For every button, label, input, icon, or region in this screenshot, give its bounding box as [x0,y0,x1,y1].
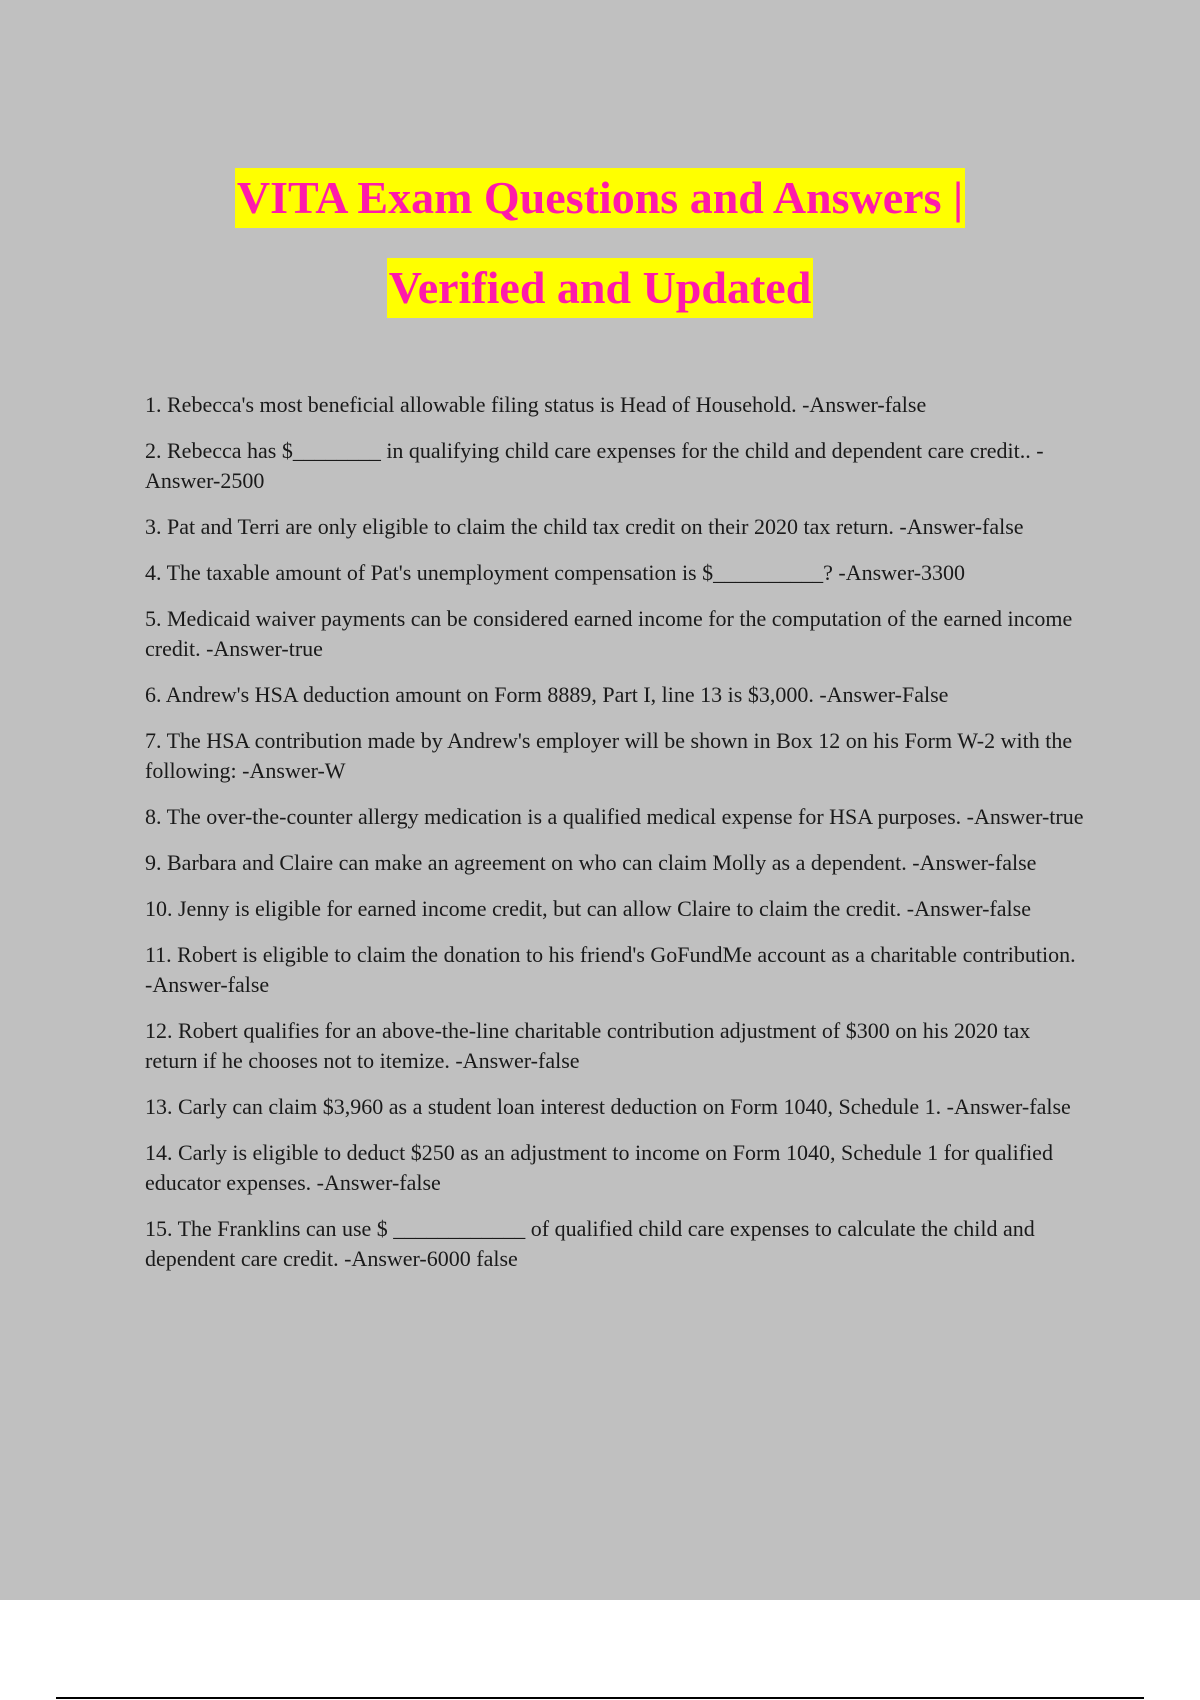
question-item-6: 6. Andrew's HSA deduction amount on Form 8889, Part I, line 13 is $3,000. -Answer-False [145,682,949,707]
question-item-14: 14. Carly is eligible to deduct $250 as an adjustment to income on Form 1040, Schedule 1 for qualified educator expenses. -Answer-false [145,1140,1053,1195]
bottom-divider [56,1697,1144,1699]
question-item-9: 9. Barbara and Claire can make an agreement on who can claim Molly as a dependent. -Answer-false [145,850,1037,875]
question-item-11: 11. Robert is eligible to claim the donation to his friend's GoFundMe account as a charitable contribution. -Answer-false [145,942,1076,997]
question-item-10: 10. Jenny is eligible for earned income credit, but can allow Claire to claim the credit. -Answer-false [145,896,1031,921]
question-item-3: 3. Pat and Terri are only eligible to claim the child tax credit on their 2020 tax return. -Answer-false [145,514,1024,539]
question-item-2: 2. Rebecca has $________ in qualifying child care expenses for the child and dependent care credit.. -Answer-2500 [145,438,1044,493]
question-item-1: 1. Rebecca's most beneficial allowable filing status is Head of Household. -Answer-false [145,392,927,417]
question-item-7: 7. The HSA contribution made by Andrew's employer will be shown in Box 12 on his Form W-2 with the following: -Answer-W [145,728,1073,783]
title-line-2: Verified and Updated [387,258,814,318]
question-item-5: 5. Medicaid waiver payments can be considered earned income for the computation of the earned income credit. -Answer-true [145,606,1073,661]
question-item-15: 15. The Franklins can use $ ____________ of qualified child care expenses to calculate the child and dependent care credit. -Answer-6000 false [145,1216,1035,1271]
question-item-13: 13. Carly can claim $3,960 as a student loan interest deduction on Form 1040, Schedule 1. -Answer-false [145,1094,1071,1119]
document-title [0,168,1200,318]
question-item-4: 4. The taxable amount of Pat's unemployment compensation is $__________? -Answer-3300 [145,560,966,585]
title-line-1: VITA Exam Questions and Answers | [235,168,965,228]
question-item-12: 12. Robert qualifies for an above-the-line charitable contribution adjustment of $300 on his 2020 tax return if he chooses not to itemize. -Answer-false [145,1018,1031,1073]
question-item-8: 8. The over-the-counter allergy medication is a qualified medical expense for HSA purposes. -Answer-true [145,804,1084,829]
question-list [145,390,1085,1290]
